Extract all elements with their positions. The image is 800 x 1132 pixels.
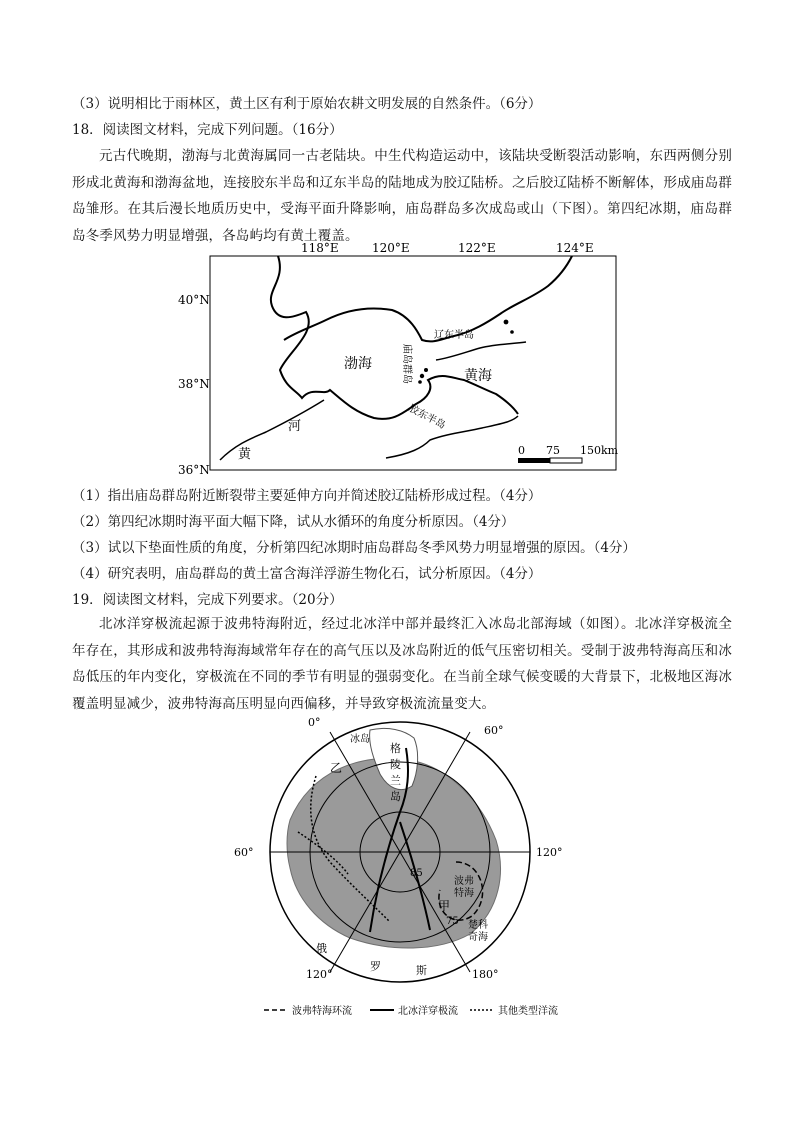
huanghai-label: 黄海 [464, 368, 492, 384]
jiaodong-label: 胶东半岛 [406, 402, 448, 432]
chukchi-label-2: 奇海 [468, 932, 488, 943]
question-18-4: （4）研究表明，庙岛群岛的黄土富含海洋浮游生物化石，试分析原因。（4分） [72, 566, 542, 582]
river-label-huang: 黄 [238, 447, 252, 462]
island-3 [418, 380, 422, 384]
scale-label-75: 75 [546, 444, 560, 457]
river-label-he: 河 [288, 419, 302, 434]
lat-label-40: 40°N [178, 293, 210, 307]
greenland-label-1: 格 [390, 742, 401, 755]
island-4 [504, 320, 509, 325]
deg-label-120-west: 120° [306, 968, 333, 981]
bohai-miaodao-map [178, 240, 626, 480]
miaodao-label: 庙岛群岛 [401, 344, 412, 384]
russia-label-3: 斯 [416, 964, 427, 977]
point-yi-label: 乙 [330, 761, 343, 775]
beaufort-label-1: 波弗 [454, 876, 474, 887]
chukchi-label-1: 楚科 [468, 920, 488, 931]
greenland-label-2: 陵 [390, 758, 401, 771]
russia-label-2: 罗 [370, 960, 381, 973]
legend-transpolar: 北冰洋穿极流 [398, 1006, 458, 1017]
question-18-heading: 18．阅读图文材料，完成下列问题。（16分） [72, 122, 343, 138]
lon-label-120: 120°E [372, 241, 410, 255]
iceland-label: 冰岛 [350, 734, 370, 745]
island-1 [420, 374, 424, 378]
legend [264, 1004, 558, 1017]
greenland-label-4: 岛 [390, 790, 401, 803]
lon-label-124: 124°E [556, 241, 594, 255]
deg-label-120-east: 120° [536, 846, 563, 859]
legend-beaufort-gyre: 波弗特海环流 [292, 1006, 352, 1017]
greenland-label-3: 兰 [390, 774, 401, 787]
deg-label-180: 180° [472, 968, 499, 981]
island-2 [424, 368, 428, 372]
question-17-3: （3）说明相比于雨林区，黄土区有利于原始农耕文明发展的自然条件。（6分） [72, 96, 542, 112]
lat-label-38: 38°N [178, 377, 210, 391]
lon-label-118: 118°E [301, 241, 339, 255]
bohai-label: 渤海 [344, 356, 372, 372]
russia-label-1: 俄 [316, 942, 327, 955]
island-5 [510, 330, 514, 334]
question-18-2: （2）第四纪冰期时海平面大幅下降，试从水循环的角度分析原因。（4分） [72, 514, 515, 530]
scale-label-0: 0 [518, 444, 525, 457]
question-19-paragraph: 北冰洋穿极流起源于波弗特海附近，经过北冰洋中部并最终汇入冰岛北部海域（如图）。北冰洋穿极流全年存在，其形成和波弗特海海域常年存在的高气压以及冰岛附近的低气压密切相关。受制于波弗特海高压和冰岛低压的年内变化，穿极流在不同的季节有明显的强弱变化。在当前全球气候变暖的大背景下，北极地区海冰覆盖明显减少，波弗特海高压明显向西偏移，并导致穿极流流量变大。 [72, 616, 732, 712]
lon-label-122: 122°E [458, 241, 496, 255]
beaufort-label-2: 特海 [454, 888, 474, 899]
question-18-3: （3）试以下垫面性质的角度，分析第四纪冰期时庙岛群岛冬季风势力明显增强的原因。（4分） [72, 540, 636, 556]
liaodong-label: 辽东半岛 [434, 330, 474, 341]
deg-label-60-east: 60° [484, 724, 504, 737]
lat-75-label: 75 [446, 916, 459, 927]
deg-label-60-west: 60° [234, 846, 254, 859]
question-18-1: （1）指出庙岛群岛附近断裂带主要延伸方向并简述胶辽陆桥形成过程。（4分） [72, 488, 542, 504]
deg-label-0: 0° [308, 716, 321, 729]
point-jia-label: 甲 [438, 899, 451, 913]
arctic-ocean-current-map [220, 712, 580, 1022]
lat-85-label: 85 [410, 868, 423, 879]
question-18-paragraph: 元古代晚期，渤海与北黄海属同一古老陆块。中生代构造运动中，该陆块受断裂活动影响，东西两侧分别形成北黄海和渤海盆地，连接胶东半岛和辽东半岛的陆地成为胶辽陆桥。之后胶辽陆桥不断解体，形成庙岛群岛雏形。在其后漫长地质历史中，受海平面升降影响，庙岛群岛多次成岛或山（下图）。第四纪冰期，庙岛群岛冬季风势力明显增强，各岛屿均有黄土覆盖。 [72, 148, 732, 244]
lat-label-36: 36°N [178, 463, 210, 477]
scale-label-150: 150km [580, 444, 619, 457]
legend-other: 其他类型洋流 [498, 1006, 558, 1017]
question-19-heading: 19．阅读图文材料，完成下列要求。（20分） [72, 592, 343, 608]
